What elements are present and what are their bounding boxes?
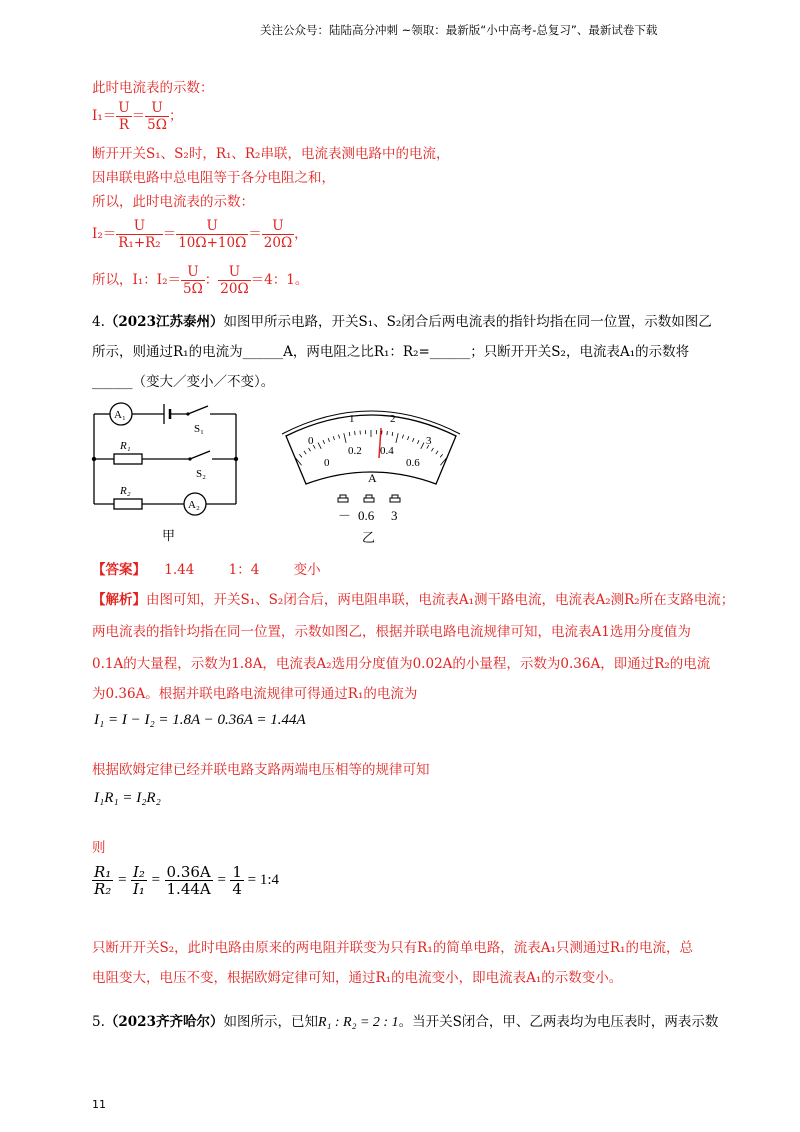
prev-line-2: 断开开关S₁、S₂时，R₁、R₂串联，电流表测电路中的电流， — [92, 146, 450, 162]
prev-eq-2: I₂＝ $\frac{U}{\text{R₁+R₂}}$ ＝ $\frac{U}{10\Omega+10\Omega}$ ＝ $\frac{U}{20\Omega}$ ， — [92, 218, 308, 251]
formula-current-r1: I₁ = I − I₂ = 1.8A − 0.36A = 1.44A — [94, 712, 306, 728]
formula-ir-equal: I₁R₁ = I₂R₂ — [94, 790, 161, 806]
ohm-law-line: 根据欧姆定律已经并联电路支路两端电压相等的规律可知 — [92, 762, 430, 778]
upper-tick-3: 3 — [426, 435, 432, 447]
q4-line-1: 4.（2023江苏泰州）如图甲所示电路，开关S₁、S₂闭合后两电流表的指针均指在同一位置，示数如图乙 — [92, 314, 712, 330]
label-r1: R₁ — [120, 440, 131, 452]
analysis-line-4: 为0.36A。根据并联电路电流规律可得通过R₁的电流为 — [92, 686, 418, 702]
label-s2: S₂ — [196, 468, 206, 480]
terminal-3: 3 — [391, 508, 398, 523]
resistor-r1-symbol — [114, 454, 142, 464]
terminal-neg: － — [338, 508, 352, 523]
lower-tick-2: 0.4 — [380, 445, 394, 457]
upper-tick-0: 0 — [308, 435, 314, 447]
ammeter-dial — [276, 398, 466, 548]
prev-line-4: 所以，此时电流表的示数： — [92, 194, 254, 210]
q4-line-3: ______（变大／变小／不变）。 — [92, 374, 275, 390]
resistor-r2-symbol — [114, 499, 142, 509]
caption-yi: 乙 — [362, 531, 376, 546]
prev-eq-1: I₁＝ $\frac{U}{R}$ ＝ $\frac{U}{5\Omega}$ ； — [92, 100, 183, 133]
prev-line-1: 此时电流表的示数： — [92, 80, 214, 96]
lower-tick-3: 0.6 — [406, 457, 420, 469]
label-s1: S₁ — [194, 423, 204, 435]
dial-tick — [355, 431, 356, 435]
analysis-line-3: 0.1A的大量程，示数为1.8A，电流表A₂选用分度值为0.02A的小量程，示数为0.36A，即通过R₂的电流 — [92, 656, 711, 672]
upper-tick-1: 1 — [349, 413, 355, 425]
switch-s1-blade — [188, 406, 208, 414]
switch-s2-blade — [190, 451, 210, 459]
circuit-diagram — [84, 398, 254, 548]
label-a1: A₁ — [114, 409, 126, 421]
upper-tick-2: 2 — [390, 413, 396, 425]
formula-ratio: $\frac{\text{R₁}}{\text{R₂}}$ = $\frac{\text{I₂}}{\text{I₁}}$ = $\frac{0.36A}{1.44A}$ = $\frac{1}{4}$ = 1:4 — [94, 863, 280, 898]
caption-jia: 甲 — [162, 529, 176, 544]
prev-eq-3: 所以，I₁：I₂＝ $\frac{U}{5\Omega}$ ： $\frac{U}{20\Omega}$ ＝4：1。 — [92, 264, 309, 297]
lower-tick-0: 0 — [324, 457, 330, 469]
page-number: 11 — [92, 1098, 106, 1111]
label-a2: A₂ — [188, 499, 200, 511]
dial-tick — [387, 431, 388, 435]
meter-unit: A — [368, 471, 377, 485]
q4-answer: 【答案】 1.44 1：4 变小 — [92, 562, 321, 578]
lower-tick-1: 0.2 — [348, 445, 362, 457]
label-r2: R₂ — [120, 485, 131, 497]
terminal-06: 0.6 — [358, 508, 375, 523]
final-line-2: 电阻变大，电压不变，根据欧姆定律可知，通过R₁的电流变小，即电流表A₁的示数变小。 — [92, 970, 623, 986]
final-line-1: 只断开开关S₂，此时电路由原来的两电阻并联变为只有R₁的简单电路，流表A₁只测通过R₁的电流，总 — [92, 940, 693, 956]
prev-line-3: 因串联电路中总电阻等于各分电阻之和， — [92, 170, 335, 186]
analysis-line-1: 【解析】由图可知，开关S₁、S₂闭合后，两电阻串联，电流表A₁测干路电流，电流表A₂测R₂所在支路电流； — [92, 592, 735, 608]
analysis-line-2: 两电流表的指针均指在同一位置，示数如图乙，根据并联电路电流规律可知，电流表A1选用分度值为 — [92, 624, 691, 640]
q5-line: 5.（2023齐齐哈尔）如图所示，已知R₁ : R₂ = 2 : 1。当开关S闭合，甲、乙两表均为电压表时，两表示数 — [92, 1014, 719, 1030]
q4-line-2: 所示，则通过R₁的电流为______A，两电阻之比R₁：R₂=______；只断开开关S₂，电流表A₁的示数将 — [92, 344, 690, 360]
page-header: 关注公众号：陆陆高分冲刺 ~领取：最新版“小中高考-总复习”、最新试卷下载 — [260, 23, 658, 37]
then-label: 则 — [92, 840, 106, 856]
